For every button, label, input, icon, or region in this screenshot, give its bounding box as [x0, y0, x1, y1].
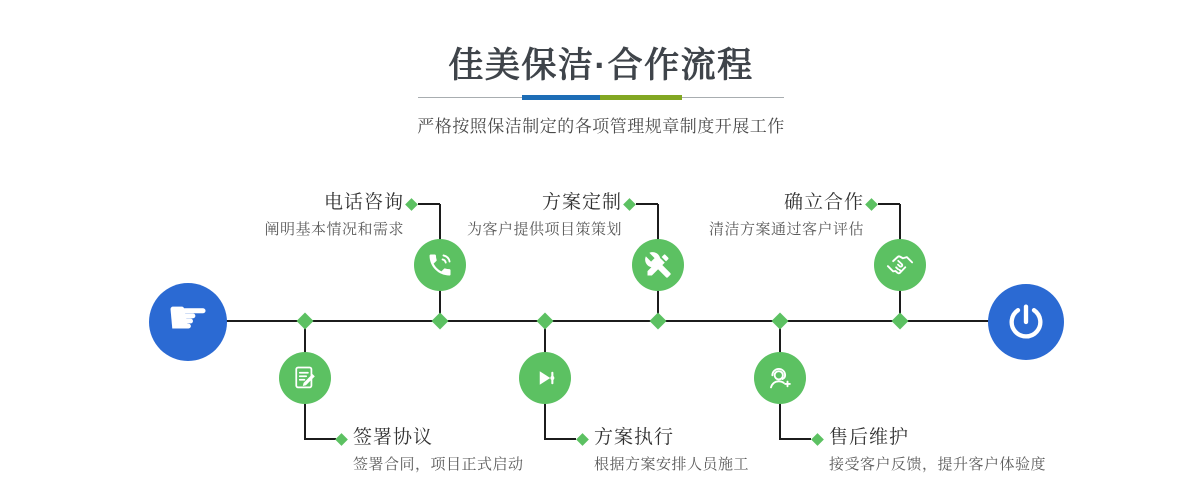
page-subtitle: 严格按照保洁制定的各项管理规章制度开展工作	[417, 117, 785, 136]
page-title: 佳美保洁·合作流程	[448, 46, 754, 85]
step-icon-circle	[754, 352, 806, 404]
step-title: 方案定制	[541, 192, 622, 213]
divider-green-segment	[600, 95, 682, 100]
timeline-node-diamond	[650, 313, 667, 330]
step-title: 售后维护	[829, 427, 910, 448]
timeline-node-diamond	[537, 313, 554, 330]
step-icon-circle	[874, 239, 926, 291]
step-label-sign-agreement	[353, 427, 633, 474]
timeline-node-diamond	[297, 313, 314, 330]
step-title: 签署协议	[353, 427, 434, 448]
pointing-hand-icon: ☛	[166, 292, 210, 345]
step-desc: 根据方案安排人员施工	[594, 456, 750, 473]
timeline-line	[226, 320, 990, 322]
design-tools-icon	[644, 251, 672, 279]
step-icon-circle	[519, 352, 571, 404]
execute-play-icon	[531, 364, 559, 392]
connector-horizontal	[306, 438, 336, 440]
power-icon	[1006, 302, 1046, 342]
timeline-node-diamond	[432, 313, 449, 330]
step-label-plan-customize	[362, 192, 622, 239]
step-label-after-sales	[829, 427, 1129, 474]
customer-service-icon	[765, 363, 795, 393]
timeline-node-diamond	[892, 313, 909, 330]
step-label-establish-cooperation	[604, 192, 864, 239]
sign-document-icon	[291, 364, 319, 392]
timeline-end-circle	[988, 284, 1064, 360]
step-title: 确立合作	[783, 192, 864, 213]
phone-icon	[426, 251, 454, 279]
timeline-node-diamond	[772, 313, 789, 330]
step-desc: 接受客户反馈，提升客户体验度	[829, 456, 1047, 473]
title-divider	[418, 95, 784, 101]
step-desc: 清洁方案通过客户评估	[708, 221, 864, 238]
step-title: 电话咨询	[323, 192, 404, 213]
divider-blue-segment	[522, 95, 600, 100]
timeline-start-circle	[149, 283, 227, 361]
step-icon-circle	[414, 239, 466, 291]
label-diamond	[335, 433, 348, 446]
step-title: 方案执行	[594, 427, 675, 448]
step-desc: 签署合同，项目正式启动	[353, 456, 524, 473]
step-desc: 为客户提供项目策策划	[466, 221, 622, 238]
label-diamond	[865, 198, 878, 211]
step-desc: 阐明基本情况和需求	[264, 221, 404, 238]
handshake-icon	[885, 250, 915, 280]
connector-horizontal	[878, 203, 900, 205]
step-icon-circle	[632, 239, 684, 291]
step-icon-circle	[279, 352, 331, 404]
